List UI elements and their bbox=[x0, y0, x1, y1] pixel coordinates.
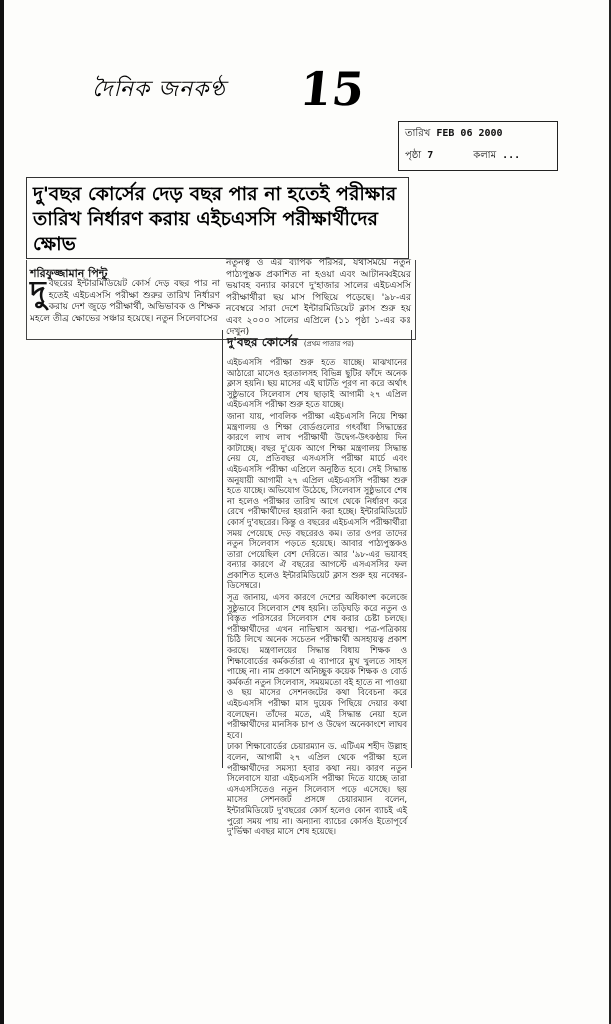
continuation-header bbox=[227, 334, 407, 354]
newspaper-masthead: দৈনিক জনকণ্ঠ bbox=[92, 77, 226, 102]
continuation-body bbox=[227, 357, 407, 837]
body-paragraph: ঢাকা শিক্ষাবোর্ডের চেয়ারম্যান ড. এটিএম শহীদ উল্লাহ বলেন, আগামী ২৭ এপ্রিল থেকে পরীক্ষা হলে পরীক্ষার্থীদের সমস্যা হবার কথা নয়। কারণ নতুন সিলেবাসে যারা এইচএসসি পরীক্ষা দিতে যাচ্ছে তারা এসএসসিতেও নতুন সিলেবাস পড়ে এসেছে। ছয় মাসের সেশনজট প্রসঙ্গে চেয়ারম্যান বলেন, ইন্টারমিডিয়েট দু'বছরের কোর্স হলেও কোন ব্যাচই এই পুরো সময় পায় না। অন্যান্য ব্যাচের কোর্সও ইতোপূর্বে দু'র্ভিক্ষা এবছর মাসে শেষ হয়েছে। bbox=[227, 741, 407, 837]
lead-paragraph bbox=[30, 275, 220, 325]
scan-left-border bbox=[0, 0, 4, 1024]
body-paragraph: এইচএসসি পরীক্ষা শুরু হতে যাচ্ছে। মাঝখানের আঠারো মাসেও হরতালসহ বিভিন্ন ছুটির ফাঁদে অনেক ক্লাস হয়নি। ছয় মাসের এই ঘাটতি পূরণ না করে অর্থাৎ সুষ্ঠুভাবে সিলেবাস শেষ ছাড়াই আগামী ২৭ এপ্রিল এইচএসসি পরীক্ষা শুরু হতে যাচ্ছে। bbox=[227, 357, 407, 410]
stamp-page-label: পৃষ্ঠা bbox=[405, 150, 422, 161]
stamp-column-label: কলাম bbox=[473, 150, 497, 161]
article-byline: শরিফুজ্জামান পিন্টু bbox=[30, 267, 108, 280]
continuation-note: (প্রথম পাতার পর) bbox=[303, 340, 354, 348]
article-headline: দু'বছর কোর্সের দেড় বছর পার না হতেই পরীক্ষার তারিখ নির্ধারণ করায় এইচএসসি পরীক্ষার্থীদের ক্ষোভ bbox=[33, 183, 397, 255]
lead-dropcap: দু bbox=[30, 275, 46, 310]
side-column-text: নতুনত্ব ও এর ব্যাপক পরিসর, যথাসময়ে নতুন পাঠ্যপুস্তক প্রকাশিত না হওয়া এবং আটানব্বইয়ের ভয়াবহ বন্যার কারণে দু'হাজার সালের এইচএসসি পরীক্ষার্থীরা ছয় মাস পিছিয়ে পড়েছে। '৯৮-এর নবেম্বরে সারা দেশে ইন্টারমিডিয়েট ক্লাস শুরু হয় এবং ২০০০ সালের এপ্রিলে (১১ পৃষ্ঠা ১-এর কঃ দেখুন) bbox=[226, 258, 411, 337]
stamp-page-value: 7 bbox=[427, 150, 434, 161]
continuation-column bbox=[222, 330, 412, 837]
clipping-date-stamp bbox=[398, 121, 558, 171]
headline-box bbox=[26, 177, 409, 259]
stamp-column-value: ... bbox=[502, 150, 521, 161]
lead-text: বছরের ইন্টারমিডিয়েট কোর্স দেড় বছর পার না হতেই এইচএসসি পরীক্ষা শুরুর তারিখ নির্ধারণ করায় দেশ জুড়ে পরীক্ষার্থী, অভিভাবক ও শিক্ষক মহলে তীব্র ক্ষোভের সঞ্চার হয়েছে। নতুন সিলেবাসের bbox=[30, 279, 220, 324]
stamp-date-label: তারিখ bbox=[405, 128, 431, 139]
body-paragraph: সূত্র জানায়, এসব কারণে দেশের অধিকাংশ কলেজে সুষ্ঠুভাবে সিলেবাস শেষ হয়নি। তড়িঘড়ি করে নতুন ও বিস্তৃত পরিসরের সিলেবাস শেষ করার চেষ্টা চলছে। পরীক্ষার্থীদের এখন নাভিশ্বাস অবস্থা। পত্র-পত্রিকায় চিঠি লিখে অনেক সচেতন পরীক্ষার্থী অসহায়ত্ব প্রকাশ করছে। মন্ত্রণালয়ের সিদ্ধান্ত বিধায় শিক্ষক ও শিক্ষাবোর্ডের কর্মকর্তারা এ ব্যাপারে মুখ খুলতে সাহস পাচ্ছে না। নাম প্রকাশে অনিচ্ছুক কয়েক শিক্ষক ও বোর্ড কর্মকর্তা নতুন সিলেবাস, সময়মতো বই হাতে না পাওয়া ও ছয় মাসের সেশনজটের কথা বিবেচনা করে এইচএসসি পরীক্ষা মাস দুয়েক পিছিয়ে দেয়ার কথা বলেছেন। তাঁদের মতে, এই সিদ্ধান্ত নেয়া হলে পরীক্ষার্থীদের মানসিক চাপ ও উদ্বেগ অনেকাংশে লাঘব হবে। bbox=[227, 592, 407, 740]
continuation-title: দু'বছর কোর্সের bbox=[227, 335, 298, 349]
body-paragraph: জানা যায়, পাবলিক পরীক্ষা এইচএসসি নিয়ে শিক্ষা মন্ত্রণালয় ও শিক্ষা বোর্ডগুলোর গৎবাঁধা সিদ্ধান্তের কারণে লাখ লাখ পরীক্ষার্থী উদ্বেগ-উৎকণ্ঠায় দিন কাটাচ্ছে। বছর দু'য়েক আগে শিক্ষা মন্ত্রণালয় সিদ্ধান্ত নেয় যে, প্রতিবছর এসএসসি পরীক্ষা মার্চে এবং এইচএসসি পরীক্ষা এপ্রিলে অনুষ্ঠিত হবে। সেই সিদ্ধান্ত অনুযায়ী আগামী ২৭ এপ্রিল এইচএসসি পরীক্ষা শুরু হতে যাচ্ছে। অভিযোগ উঠেছে, সিলেবাস সুষ্ঠুভাবে শেষ না হলেও পরীক্ষার তারিখ আগে থেকে নির্ধারণ করে রেখে পরীক্ষার্থীদের হয়রানি করা হচ্ছে। ইন্টারমিডিয়েট কোর্স দু'বছরের। কিন্তু ও বছরের এইচএসসি পরীক্ষার্থীরা সময় পেয়েছে দেড় বছরেরও কম। তার ওপর তাদের নতুন সিলেবাস পড়তে হয়েছে। আবার পাঠ্যপুস্তকও তারা পেয়েছিল বেশ দেরিতে। আর '৯৮-এর ভয়াবহ বন্যার কারণে ঐ বছরের আগস্টে এসএসসির ফল প্রকাশিত হলেও ইন্টারমিডিয়েট ক্লাস শুরু হয় নবেম্বর-ডিসেম্বরে। bbox=[227, 410, 407, 591]
stamp-date-value: FEB 06 2000 bbox=[436, 128, 503, 139]
handwritten-page-number: 15 bbox=[297, 62, 367, 116]
